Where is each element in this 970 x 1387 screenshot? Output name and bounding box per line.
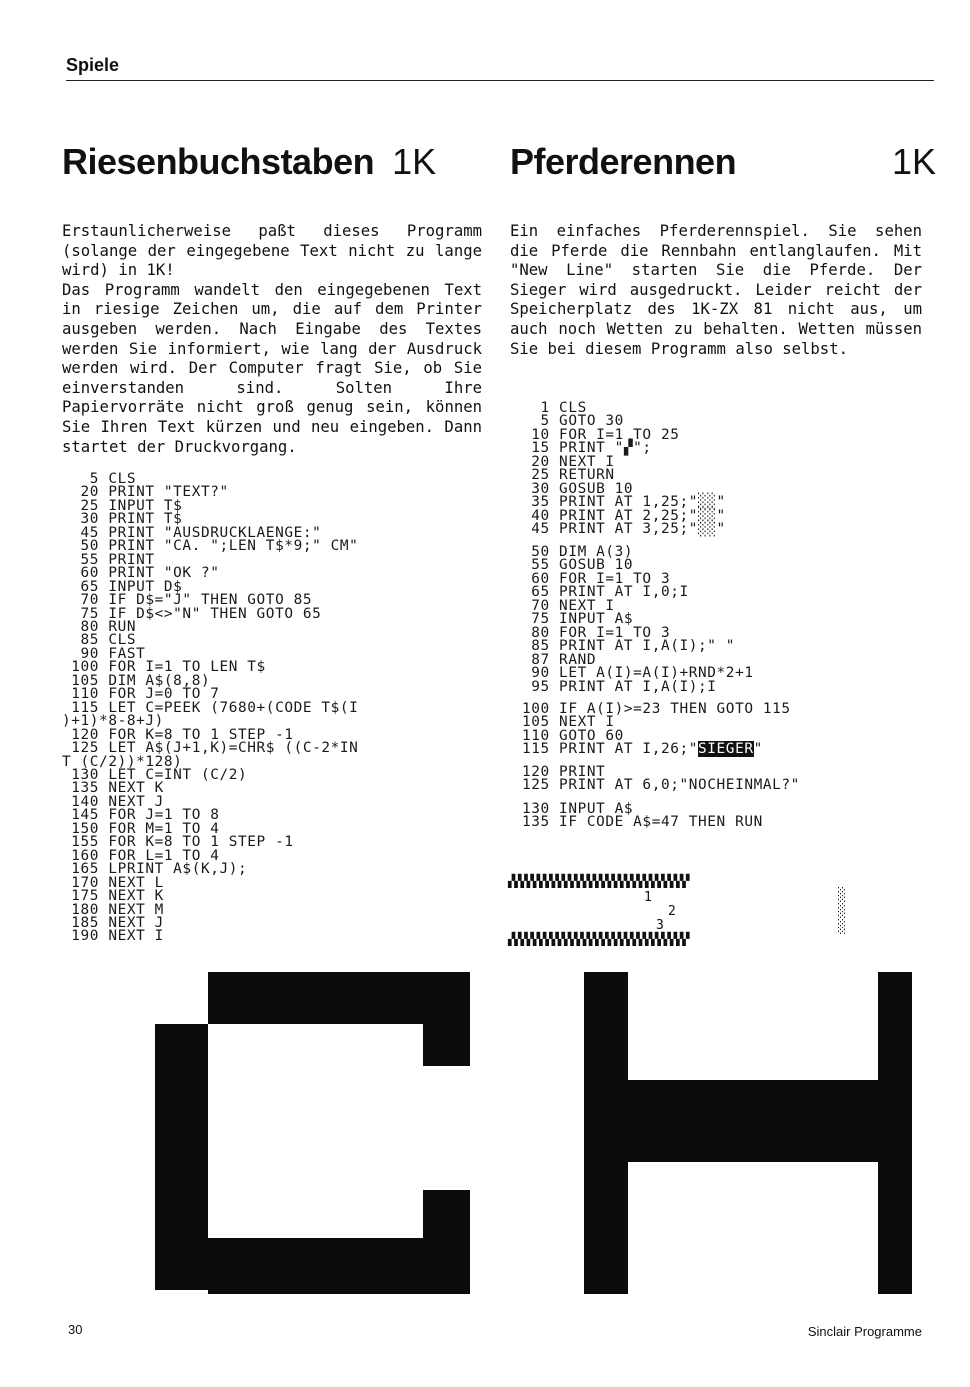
right-description [510,222,922,359]
left-title-row [62,141,436,183]
horse-2: 2 [668,904,676,919]
track-top-row: ▞▞▞▞▞▞▞▞▞▞▞▞▞▞▞▞▞▞▞▞▞▞▞▞▞▞▞▞▞ [508,874,689,888]
track-bottom-row: ▞▞▞▞▞▞▞▞▞▞▞▞▞▞▞▞▞▞▞▞▞▞▞▞▞▞▞▞▞ [508,932,689,946]
memory-size-label: 1K [392,141,437,182]
listing-text: 100 IF A(I)>=23 THEN GOTO 115 105 NEXT I 110 GOTO 60 115 PRINT AT I,26;" [522,701,791,758]
description-paragraph: Das Programm wandelt den eingegebenen Text in riesige Zeichen um, die auf dem Printer ausgeben werden. Nach Eingabe des Textes werden Sie informiert, wie lang der Ausdruck werden wird. Der Computer fragt Sie, ob Sie einverstanden sind. Solten Ihre Papiervorräte nicht groß genug sein, können Sie Ihren Text kürzen und neu eingeben. Dann startet der Druckvorgang. [62,280,482,456]
finish-marker: ░ [838,904,846,919]
program-listing: 5 CLS 20 PRINT "TEXT?" 25 INPUT T$ 30 PRINT T$ 45 PRINT "AUSDRUCKLAENGE:" 50 PRINT "CA. ";LEN T$*9;" CM" 55 PRINT 60 PRINT "OK ?" 65 INPUT D$ 70 IF D$="J" THEN GOTO 85 75 IF D$<>"N" THEN GOTO 65 80 RUN 85 CLS 90 FAST 100 FOR I=1 TO LEN T$ 105 DIM A$(8,8) 110 FOR J=0 TO 7 115 LET C=PEEK (7680+(CODE T$(I )+1)*8-8+J) 120 FOR K=8 TO 1 STEP -1 125 LET A$(J+1,K)=CHR$ ((C-2*IN T (C/2))*128) 130 LET C=INT (C/2) 135 NEXT K 140 NEXT J 145 FOR J=1 TO 8 150 FOR M=1 TO 4 155 FOR K=8 TO 1 STEP -1 160 FOR L=1 TO 4 165 LPRINT A$(K,J); 170 NEXT L 175 NEXT K 180 NEXT M 185 NEXT J 190 NEXT I [62,471,359,945]
right-title-row [510,141,936,183]
memory-size-label: 1K [891,141,936,182]
race-track-output [508,874,848,946]
description-paragraph: Erstaunlicherweise paßt dieses Programm (solange der eingegebene Text nicht zu lange wird) in 1K! [62,222,482,280]
section-label: Spiele [66,55,120,75]
page-number: 30 [68,1322,83,1337]
description-paragraph: Ein einfaches Pferderennspiel. Sie sehen die Pferde die Rennbahn entlanglaufen. Mit "New Line" starten Sie die Pferde. Der Sieger wird ausgedruckt. Leider reicht der Speicherplatz des 1K-ZX 81 nicht aus, um auch noch Wetten zu behalten. Wetten müssen Sie bei diesem Programm also selbst. [510,222,922,358]
program-listing [522,703,791,757]
article-title: Pferderennen [510,141,737,182]
article-title: Riesenbuchstaben [62,141,375,182]
program-listing: 130 INPUT A$ 135 IF CODE A$=47 THEN RUN [522,801,763,831]
listing-text: " [753,741,763,758]
publication-name: Sinclair Programme [807,1324,922,1339]
horse-3: 3 [656,918,664,933]
header-rule [66,80,934,81]
sieger-inverse: SIEGER [698,741,754,758]
finish-marker: ░ [838,920,846,935]
left-description [62,222,482,457]
horse-1: 1 [644,890,652,905]
program-listing: 50 DIM A(3) 55 GOSUB 10 60 FOR I=1 TO 3 65 PRINT AT I,0;I 70 NEXT I 75 INPUT A$ 80 FOR I=1 TO 3 85 PRINT AT I,A(I);" " 87 RAND 90 LET A(I)=A(I)+RND*2+1 95 PRINT AT I,A(I);I [531,544,754,695]
finish-marker: ░ [838,888,846,903]
program-listing: 120 PRINT 125 PRINT AT 6,0;"NOCHEINMAL?" [522,764,800,794]
program-listing: 1 CLS 5 GOTO 30 10 FOR I=1 TO 25 15 PRINT "▞"; 20 NEXT I 25 RETURN 30 GOSUB 10 35 PRINT AT 1,25;"░░" 40 PRINT AT 2,25;"░░" 45 PRINT AT 3,25;"░░" [531,400,726,538]
